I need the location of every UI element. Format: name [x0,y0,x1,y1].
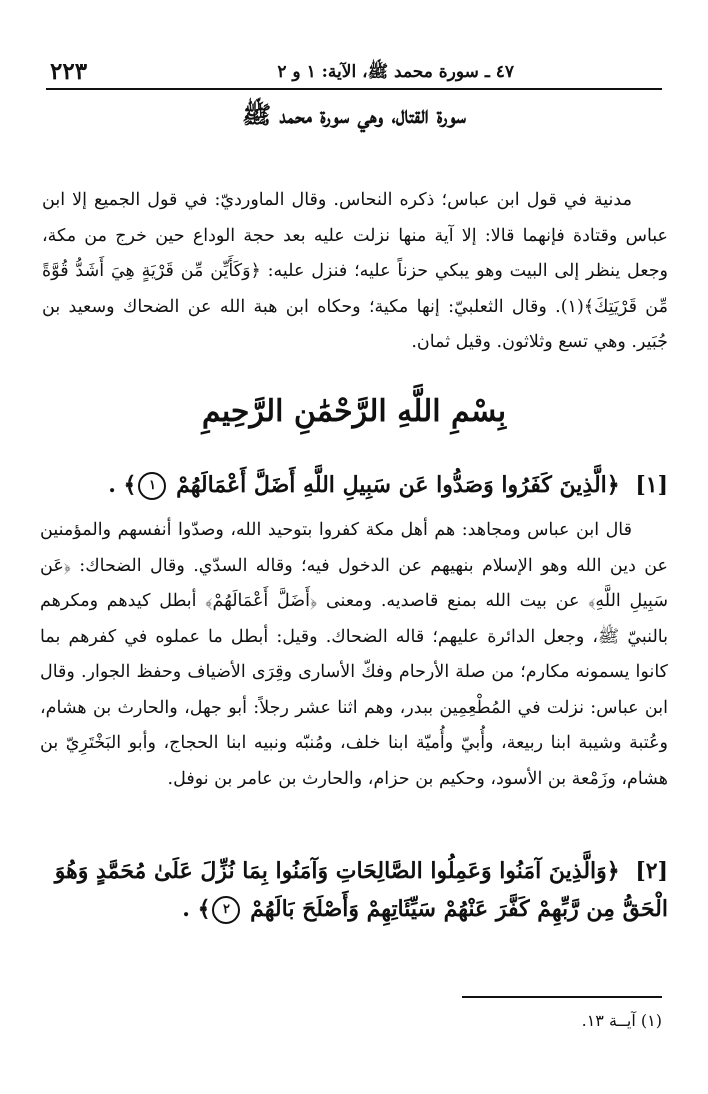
footnote-divider [462,996,662,998]
basmala: بِسْمِ اللَّهِ الرَّحْمَٰنِ الرَّحِيمِ [201,394,507,429]
page-number: ٢٢٣ [50,58,88,85]
verse-text: وَالَّذِينَ آمَنُوا وَعَمِلُوا الصَّالِحَاتِ وَآمَنُوا بِمَا نُزِّلَ عَلَىٰ مُحَمَّدٍ وَهُوَ الْحَقُّ مِن رَّبِّهِمْ كَفَّرَ عَنْهُمْ سَيِّئَاتِهِمْ وَأَصْلَحَ بَالَهُمْ [54,858,668,922]
surah-title: سورة القتال، وهي سورة محمد ﷺ [242,100,466,129]
verse-2: [٢] ﴿وَالَّذِينَ آمَنُوا وَعَمِلُوا الصَّالِحَاتِ وَآمَنُوا بِمَا نُزِّلَ عَلَىٰ مُحَمَّدٍ وَهُوَ الْحَقُّ مِن رَّبِّهِمْ كَفَّرَ عَنْهُمْ سَيِّئَاتِهِمْ وَأَصْلَحَ بَالَهُمْ ٢﴾ . [54,858,668,922]
close-bracket-ornament: ﴾ [197,896,211,922]
running-title: ٤٧ ـ سورة محمد ﷺ، الآية: ١ و ٢ [277,62,514,82]
ayah-end-marker: ١ [138,472,166,500]
close-bracket-ornament: ﴾ [123,472,137,498]
open-bracket-ornament: ﴿ [606,858,620,884]
verse-text: الَّذِينَ كَفَرُوا وَصَدُّوا عَن سَبِيلِ اللَّهِ أَضَلَّ أَعْمَالَهُمْ [176,472,607,498]
ayah-end-marker: ٢ [212,896,240,924]
tafsir-paragraph [40,513,668,797]
intro-paragraph [42,183,668,361]
tafsir-text: قال ابن عباس ومجاهد: هم أهل مكة كفروا بتوحيد الله، وصدّوا أنفسهم والمؤمنين عن دين الله وهو الإسلام بنهيهم عن الدخول فيه؛ وقاله السدّي. وقال الضحاك: ﴿عَن سَبِيلِ اللَّهِ﴾ عن بيت الله بمنع قاصديه. ومعنى ﴿أَضَلَّ أَعْمَالَهُمْ﴾ أبطل كيدهم ومكرهم بالنبيّ ﷺ، وجعل الدائرة عليهم؛ قاله الضحاك. وقيل: أبطل ما عملوه في كفرهم بما كانوا يسمونه مكارم؛ من صلة الأرحام وفكّ الأسارى وقِرَى الأضياف وحفظ الجوار. وقال ابن عباس: نزلت في المُطْعِمِين ببدر، وهم اثنا عشر رجلاً: أبو جهل، والحارث بن هشام، وعُتبة وشيبة ابنا ربيعة، وأُبيّ وأُميّة ابنا خلف، ومُنبّه ونبيه ابنا الحجاج، وأبو البَخْتَرِيّ بن هشام، وزَمْعة بن الأسود، وحكيم بن حزام، والحارث بن عامر بن نوفل. [40,520,668,789]
verse-1: [١] ﴿الَّذِينَ كَفَرُوا وَصَدُّوا عَن سَبِيلِ اللَّهِ أَضَلَّ أَعْمَالَهُمْ ١﴾ . [108,472,668,498]
verse-number: [٢] [635,858,668,884]
open-bracket-ornament: ﴿ [606,472,620,498]
running-header [46,56,662,90]
footnote: (١) آيــة ١٣. [581,1011,662,1030]
verse-number: [١] [635,472,668,498]
intro-text: مدنية في قول ابن عباس؛ ذكره النحاس. وقال الماورديّ: في قول الجميع إلا ابن عباس وقتادة فإنهما قالا: إلا آية منها نزلت عليه بعد حجة الوداع حين خرج من مكة، وجعل ينظر إلى البيت وهو يبكي حزناً عليه؛ فنزل عليه: ﴿وَكَأَيِّن مِّن قَرْيَةٍ هِيَ أَشَدُّ قُوَّةً مِّن قَرْيَتِكَ﴾(١). وقال الثعلبيّ: إنها مكية؛ وحكاه ابن هبة الله عن الضحاك وسعيد بن جُبَير. وهي تسع وثلاثون. وقيل ثمان. [42,190,668,352]
